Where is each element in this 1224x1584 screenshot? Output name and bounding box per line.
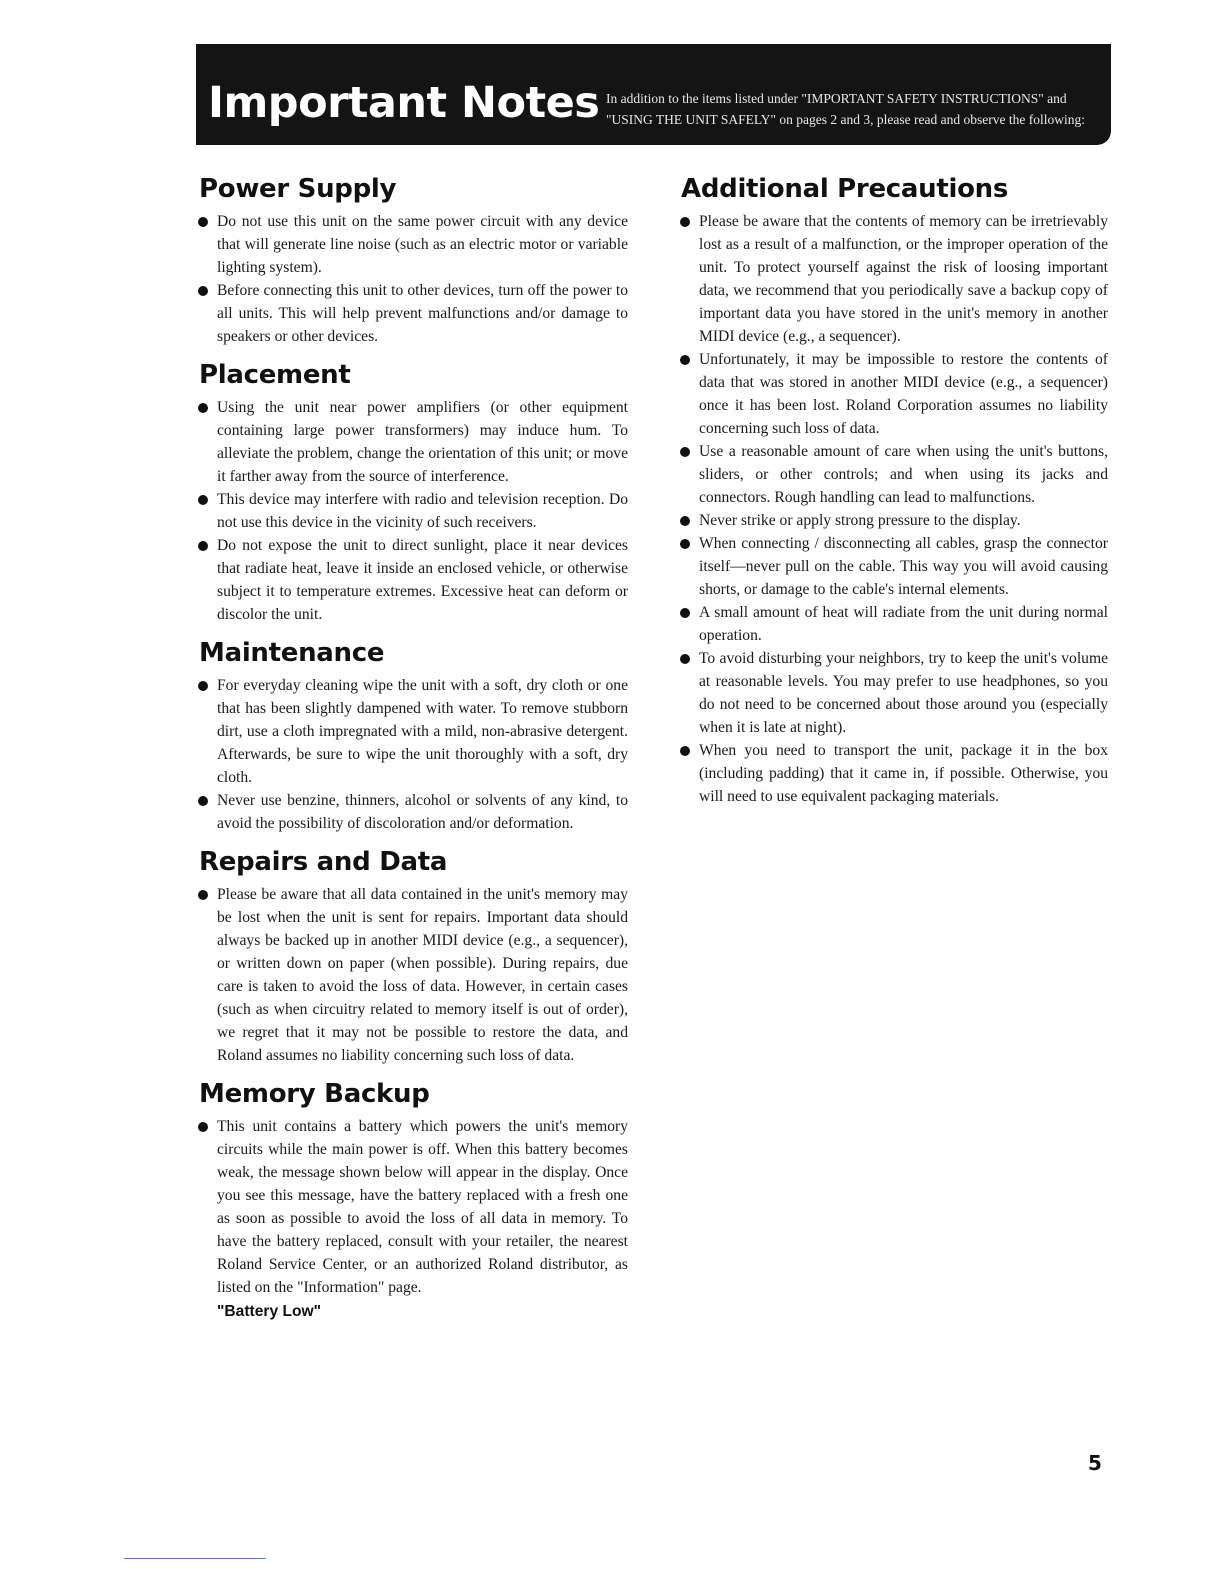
bullet-icon (198, 286, 208, 296)
section-placement (196, 356, 628, 626)
bullet-list (196, 210, 628, 348)
bullet-icon (198, 541, 208, 551)
bullet-icon (198, 796, 208, 806)
section-maintenance (196, 634, 628, 835)
bullet-icon (680, 355, 690, 365)
bullet-icon (680, 608, 690, 618)
right-column (678, 170, 1108, 816)
list-item-text: To avoid disturbing your neighbors, try to keep the unit's volume at reasonable levels. You may prefer to use headphones, so you do not need to be concerned about those around you (especially when it is late at night). (699, 650, 1108, 736)
bullet-icon (198, 217, 208, 227)
left-column (196, 170, 628, 1331)
bullet-icon (680, 516, 690, 526)
bullet-icon (198, 890, 208, 900)
section-heading: Additional Precautions (681, 174, 1009, 204)
list-item (678, 532, 1108, 601)
section-heading: Placement (199, 360, 351, 390)
list-item-text: For everyday cleaning wipe the unit with a soft, dry cloth or one that has been slightly dampened with water. To remove stubborn dirt, use a cloth impregnated with a mild, non-abrasive detergent. Afterwards, be sure to wipe the unit thoroughly with a soft, dry cloth. (217, 677, 628, 786)
list-item (196, 534, 628, 626)
list-item (678, 601, 1108, 647)
list-item (678, 739, 1108, 808)
section-heading: Power Supply (199, 174, 397, 204)
bullet-icon (198, 681, 208, 691)
list-item-text: Before connecting this unit to other devices, turn off the power to all units. This will help prevent malfunctions and/or damage to speakers or other devices. (217, 282, 628, 345)
display-message: "Battery Low" (217, 1303, 322, 1320)
section-additional-precautions (678, 170, 1108, 808)
list-item-text: When you need to transport the unit, package it in the box (including padding) that it came in, if possible. Otherwise, you will need to use equivalent packaging materials. (699, 742, 1108, 805)
footer-rule (124, 1558, 266, 1559)
bullet-list (196, 674, 628, 835)
bullet-icon (680, 447, 690, 457)
list-item (196, 279, 628, 348)
bullet-icon (680, 654, 690, 664)
list-item (678, 647, 1108, 739)
section-heading: Maintenance (199, 638, 385, 668)
list-item-text: This unit contains a battery which powers the unit's memory circuits while the main power is off. When this battery becomes weak, the message shown below will appear in the display. Once you see this message, have the battery replaced with a fresh one as soon as possible to avoid the loss of all data in memory. To have the battery replaced, consult with your retailer, the nearest Roland Service Center, or an authorized Roland distributor, as listed on the "Information" page. (217, 1118, 628, 1296)
list-item-text: Please be aware that all data contained in the unit's memory may be lost when the unit is sent for repairs. Important data should always be backed up in another MIDI device (e.g., a sequencer), or written down on paper (when possible). During repairs, due care is taken to avoid the loss of data. However, in certain cases (such as when circuitry related to memory itself is out of order), we regret that it may not be possible to restore the data, and Roland assumes no liability concerning such loss of data. (217, 886, 628, 1064)
list-item-text: Please be aware that the contents of memory can be irretrievably lost as a result of a malfunction, or the improper operation of the unit. To protect yourself against the risk of loosing important data, we recommend that you periodically save a backup copy of important data you have stored in the unit's memory in another MIDI device (e.g., a sequencer). (699, 213, 1108, 345)
bullet-list (196, 396, 628, 626)
section-repairs-and-data (196, 843, 628, 1067)
header-banner (196, 44, 1111, 145)
list-item (196, 210, 628, 279)
list-item (196, 1115, 628, 1299)
list-item (196, 488, 628, 534)
list-item (678, 348, 1108, 440)
list-item-text: Do not expose the unit to direct sunlight, place it near devices that radiate heat, leave it inside an enclosed vehicle, or otherwise subject it to temperature extremes. Excessive heat can deform or discolor the unit. (217, 537, 628, 623)
bullet-list (196, 883, 628, 1067)
bullet-icon (198, 495, 208, 505)
list-item-text: Never strike or apply strong pressure to the display. (699, 512, 1021, 529)
bullet-list (678, 210, 1108, 808)
list-item-text: When connecting / disconnecting all cables, grasp the connector itself—never pull on the cable. This way you will avoid causing shorts, or damage to the cable's internal elements. (699, 535, 1108, 598)
section-memory-backup (196, 1075, 628, 1323)
list-item-text: A small amount of heat will radiate from the unit during normal operation. (699, 604, 1108, 644)
bullet-icon (680, 746, 690, 756)
bullet-icon (198, 403, 208, 413)
header-note-line-2: "USING THE UNIT SAFELY" on pages 2 and 3, please read and observe the following: (606, 112, 1085, 127)
page-number: 5 (1088, 1451, 1102, 1475)
list-item-text: Never use benzine, thinners, alcohol or solvents of any kind, to avoid the possibility of discoloration and/or deformation. (217, 792, 628, 832)
list-item (196, 789, 628, 835)
list-item-text: Using the unit near power amplifiers (or other equipment containing large power transformers) may induce hum. To alleviate the problem, change the orientation of this unit; or move it farther away from the source of interference. (217, 399, 628, 485)
bullet-icon (680, 539, 690, 549)
header-note (606, 88, 1101, 130)
section-heading: Repairs and Data (199, 847, 448, 877)
list-item (196, 396, 628, 488)
list-item-text: This device may interfere with radio and television reception. Do not use this device in the vicinity of such receivers. (217, 491, 628, 531)
bullet-list (196, 1115, 628, 1299)
section-heading: Memory Backup (199, 1079, 430, 1109)
list-item-text: Unfortunately, it may be impossible to restore the contents of data that was stored in another MIDI device (e.g., a sequencer) once it has been lost. Roland Corporation assumes no liability concerning such loss of data. (699, 351, 1108, 437)
bullet-icon (198, 1122, 208, 1132)
section-power-supply (196, 170, 628, 348)
list-item (678, 210, 1108, 348)
list-item (678, 440, 1108, 509)
header-note-line-1: In addition to the items listed under "IMPORTANT SAFETY INSTRUCTIONS" and (606, 91, 1067, 106)
list-item (196, 674, 628, 789)
list-item (196, 883, 628, 1067)
bullet-icon (680, 217, 690, 227)
list-item-text: Do not use this unit on the same power circuit with any device that will generate line noise (such as an electric motor or variable lighting system). (217, 213, 628, 276)
list-item (678, 509, 1108, 532)
list-item-text: Use a reasonable amount of care when using the unit's buttons, sliders, or other controls; and when using its jacks and connectors. Rough handling can lead to malfunctions. (699, 443, 1108, 506)
page-title: Important Notes (208, 78, 600, 128)
